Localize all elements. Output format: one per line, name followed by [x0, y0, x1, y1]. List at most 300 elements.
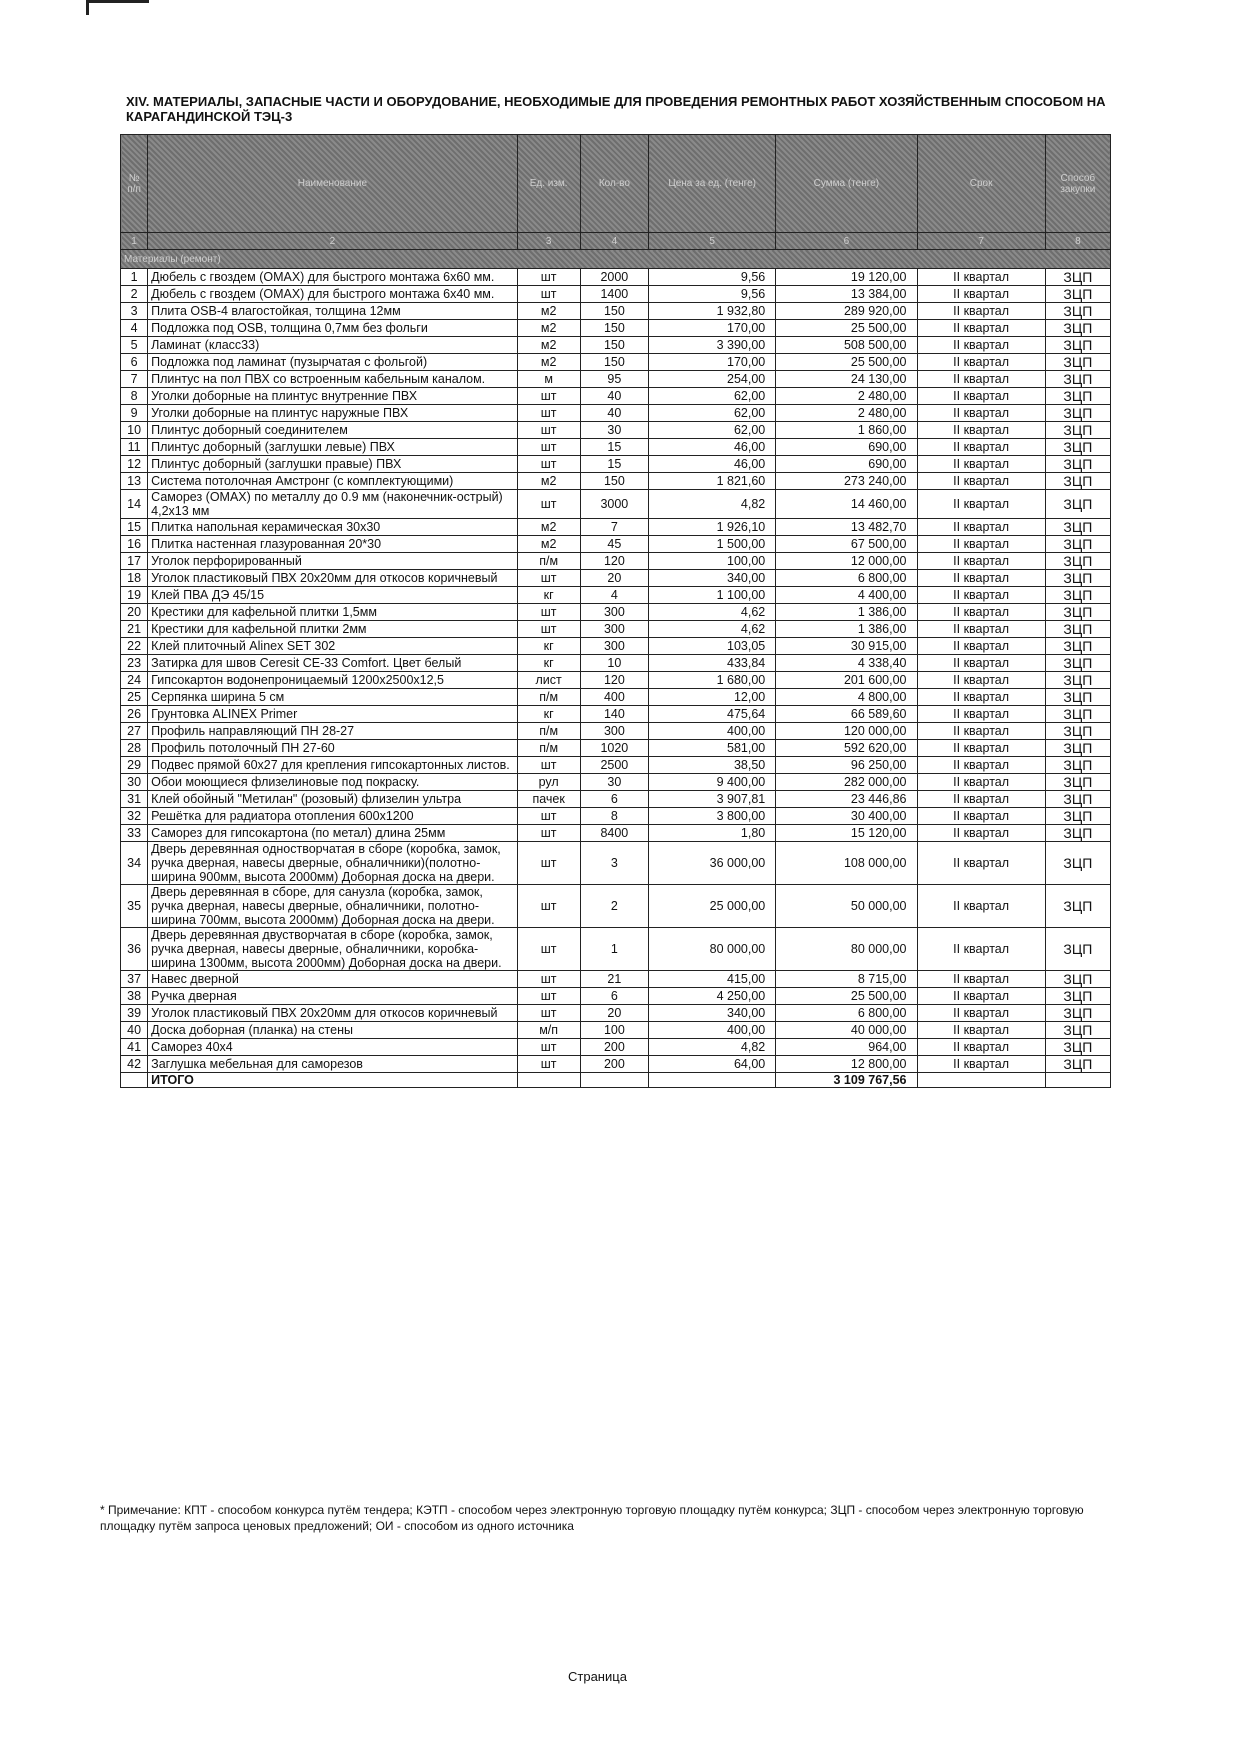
total-sum: 3 109 767,56: [776, 1073, 917, 1088]
row-name: Грунтовка ALINEX Primer: [148, 706, 517, 723]
row-period: II квартал: [917, 303, 1045, 320]
row-unit: шт: [517, 439, 580, 456]
table-row: [121, 723, 1111, 740]
row-price: 3 907,81: [649, 791, 776, 808]
row-method: ЗЦП: [1045, 825, 1110, 842]
row-unit: м/п: [517, 1022, 580, 1039]
row-method: ЗЦП: [1045, 286, 1110, 303]
row-price: 4,62: [649, 621, 776, 638]
row-price: 9 400,00: [649, 774, 776, 791]
table-row: [121, 519, 1111, 536]
row-qty: 95: [580, 371, 648, 388]
row-unit: шт: [517, 808, 580, 825]
row-qty: 100: [580, 1022, 648, 1039]
row-num: 19: [121, 587, 148, 604]
table-row: [121, 1022, 1111, 1039]
row-name: Уголки доборные на плинтус внутренние ПВХ: [148, 388, 517, 405]
row-num: 10: [121, 422, 148, 439]
row-num: 36: [121, 928, 148, 971]
row-num: 38: [121, 988, 148, 1005]
table-row: [121, 842, 1111, 885]
row-name: Крестики для кафельной плитки 1,5мм: [148, 604, 517, 621]
header-index: 6: [776, 233, 917, 250]
table-row: [121, 928, 1111, 971]
row-unit: м2: [517, 519, 580, 536]
table-row: [121, 303, 1111, 320]
row-price: 400,00: [649, 723, 776, 740]
row-method: ЗЦП: [1045, 791, 1110, 808]
row-qty: 200: [580, 1056, 648, 1073]
row-period: II квартал: [917, 842, 1045, 885]
row-price: 80 000,00: [649, 928, 776, 971]
row-num: 34: [121, 842, 148, 885]
row-period: II квартал: [917, 422, 1045, 439]
row-sum: 96 250,00: [776, 757, 917, 774]
row-price: 46,00: [649, 456, 776, 473]
table-header-row: [121, 135, 1111, 233]
row-period: II квартал: [917, 519, 1045, 536]
row-name: Ручка дверная: [148, 988, 517, 1005]
table-row: [121, 757, 1111, 774]
table-row: [121, 439, 1111, 456]
row-method: ЗЦП: [1045, 320, 1110, 337]
row-sum: 25 500,00: [776, 320, 917, 337]
row-num: 31: [121, 791, 148, 808]
row-sum: 50 000,00: [776, 885, 917, 928]
total-period: [917, 1073, 1045, 1088]
row-method: ЗЦП: [1045, 672, 1110, 689]
row-sum: 201 600,00: [776, 672, 917, 689]
row-name: Плитка настенная глазурованная 20*30: [148, 536, 517, 553]
row-method: ЗЦП: [1045, 354, 1110, 371]
header-index: 1: [121, 233, 148, 250]
row-name: Саморез (OMAX) по металлу до 0.9 мм (наконечник-острый) 4,2х13 мм: [148, 490, 517, 519]
row-qty: 40: [580, 405, 648, 422]
row-qty: 300: [580, 723, 648, 740]
row-num: 32: [121, 808, 148, 825]
row-unit: шт: [517, 388, 580, 405]
header-unit: Ед. изм.: [517, 135, 580, 233]
row-qty: 40: [580, 388, 648, 405]
row-price: 254,00: [649, 371, 776, 388]
row-name: Саморез для гипсокартона (по метал) длина 25мм: [148, 825, 517, 842]
row-qty: 150: [580, 354, 648, 371]
header-num: № п/п: [121, 135, 148, 233]
row-period: II квартал: [917, 621, 1045, 638]
row-period: II квартал: [917, 570, 1045, 587]
row-unit: шт: [517, 570, 580, 587]
row-sum: 66 589,60: [776, 706, 917, 723]
row-qty: 120: [580, 672, 648, 689]
row-period: II квартал: [917, 774, 1045, 791]
row-unit: кг: [517, 706, 580, 723]
row-num: 37: [121, 971, 148, 988]
row-sum: 25 500,00: [776, 354, 917, 371]
row-price: 103,05: [649, 638, 776, 655]
row-price: 581,00: [649, 740, 776, 757]
row-method: ЗЦП: [1045, 456, 1110, 473]
table-row: [121, 1039, 1111, 1056]
row-num: 17: [121, 553, 148, 570]
row-unit: м2: [517, 473, 580, 490]
row-name: Крестики для кафельной плитки 2мм: [148, 621, 517, 638]
row-unit: шт: [517, 286, 580, 303]
table-row: [121, 388, 1111, 405]
row-method: ЗЦП: [1045, 928, 1110, 971]
row-qty: 8400: [580, 825, 648, 842]
row-period: II квартал: [917, 638, 1045, 655]
row-period: II квартал: [917, 971, 1045, 988]
row-unit: шт: [517, 825, 580, 842]
row-qty: 300: [580, 604, 648, 621]
row-method: ЗЦП: [1045, 655, 1110, 672]
row-method: ЗЦП: [1045, 842, 1110, 885]
row-qty: 4: [580, 587, 648, 604]
row-name: Доска доборная (планка) на стены: [148, 1022, 517, 1039]
row-num: 8: [121, 388, 148, 405]
row-period: II квартал: [917, 1005, 1045, 1022]
row-price: 170,00: [649, 354, 776, 371]
row-qty: 300: [580, 638, 648, 655]
row-name: Дверь деревянная одностворчатая в сборе (коробка, замок, ручка дверная, навесы дверные, обналичники)(полотно- ширина 900мм, высота 2000мм) Доборная доска на двери.: [148, 842, 517, 885]
total-qty: [580, 1073, 648, 1088]
table-row: [121, 1056, 1111, 1073]
row-period: II квартал: [917, 371, 1045, 388]
row-num: 11: [121, 439, 148, 456]
row-sum: 120 000,00: [776, 723, 917, 740]
header-index: 4: [580, 233, 648, 250]
row-sum: 1 860,00: [776, 422, 917, 439]
row-method: ЗЦП: [1045, 337, 1110, 354]
row-price: 25 000,00: [649, 885, 776, 928]
row-unit: лист: [517, 672, 580, 689]
table-row: [121, 570, 1111, 587]
row-method: ЗЦП: [1045, 553, 1110, 570]
table-header-index-row: [121, 233, 1111, 250]
row-name: Гипсокартон водонепроницаемый 1200х2500х12,5: [148, 672, 517, 689]
row-method: ЗЦП: [1045, 473, 1110, 490]
row-price: 475,64: [649, 706, 776, 723]
row-period: II квартал: [917, 337, 1045, 354]
row-sum: 592 620,00: [776, 740, 917, 757]
row-qty: 200: [580, 1039, 648, 1056]
table-row: [121, 337, 1111, 354]
row-price: 36 000,00: [649, 842, 776, 885]
row-period: II квартал: [917, 490, 1045, 519]
row-price: 400,00: [649, 1022, 776, 1039]
row-num: 12: [121, 456, 148, 473]
row-num: 14: [121, 490, 148, 519]
row-num: 20: [121, 604, 148, 621]
row-qty: 20: [580, 570, 648, 587]
row-unit: шт: [517, 456, 580, 473]
row-unit: шт: [517, 885, 580, 928]
total-row: [121, 1073, 1111, 1088]
row-method: ЗЦП: [1045, 490, 1110, 519]
row-qty: 1: [580, 928, 648, 971]
header-name: Наименование: [148, 135, 517, 233]
header-index: 5: [649, 233, 776, 250]
row-qty: 15: [580, 439, 648, 456]
row-num: 39: [121, 1005, 148, 1022]
header-index: 8: [1045, 233, 1110, 250]
row-method: ЗЦП: [1045, 988, 1110, 1005]
row-name: Серпянка ширина 5 см: [148, 689, 517, 706]
row-method: ЗЦП: [1045, 740, 1110, 757]
row-qty: 1020: [580, 740, 648, 757]
row-method: ЗЦП: [1045, 303, 1110, 320]
row-price: 1 680,00: [649, 672, 776, 689]
row-qty: 150: [580, 473, 648, 490]
row-period: II квартал: [917, 825, 1045, 842]
row-sum: 4 800,00: [776, 689, 917, 706]
row-qty: 15: [580, 456, 648, 473]
row-name: Уголок пластиковый ПВХ 20х20мм для откосов коричневый: [148, 1005, 517, 1022]
header-index: 2: [148, 233, 517, 250]
row-method: ЗЦП: [1045, 971, 1110, 988]
row-method: ЗЦП: [1045, 536, 1110, 553]
row-period: II квартал: [917, 587, 1045, 604]
row-sum: 282 000,00: [776, 774, 917, 791]
row-num: 23: [121, 655, 148, 672]
table-row: [121, 1005, 1111, 1022]
header-index: 3: [517, 233, 580, 250]
row-price: 1 821,60: [649, 473, 776, 490]
row-sum: 4 338,40: [776, 655, 917, 672]
row-period: II квартал: [917, 988, 1045, 1005]
row-method: ЗЦП: [1045, 570, 1110, 587]
row-sum: 19 120,00: [776, 269, 917, 286]
row-sum: 690,00: [776, 456, 917, 473]
row-qty: 150: [580, 337, 648, 354]
corner-mark: [86, 0, 149, 15]
row-num: 13: [121, 473, 148, 490]
row-qty: 8: [580, 808, 648, 825]
row-sum: 24 130,00: [776, 371, 917, 388]
row-name: Клей обойный "Метилан" (розовый) флизелин ультра: [148, 791, 517, 808]
row-num: 25: [121, 689, 148, 706]
table-row: [121, 405, 1111, 422]
row-name: Плинтус доборный (заглушки левые) ПВХ: [148, 439, 517, 456]
section-title: Материалы (ремонт): [121, 250, 1111, 269]
row-sum: 108 000,00: [776, 842, 917, 885]
row-num: 4: [121, 320, 148, 337]
row-price: 1,80: [649, 825, 776, 842]
table-row: [121, 490, 1111, 519]
row-sum: 6 800,00: [776, 1005, 917, 1022]
row-name: Уголок перфорированный: [148, 553, 517, 570]
row-method: ЗЦП: [1045, 519, 1110, 536]
table-row: [121, 971, 1111, 988]
row-name: Дверь деревянная в сборе, для санузла (коробка, замок, ручка дверная, навесы дверные, обналичники, полотно- ширина 700мм, высота 2000мм) Доборная доска на двери.: [148, 885, 517, 928]
row-price: 4 250,00: [649, 988, 776, 1005]
row-price: 1 932,80: [649, 303, 776, 320]
row-name: Уголок пластиковый ПВХ 20х20мм для откосов коричневый: [148, 570, 517, 587]
row-sum: 30 400,00: [776, 808, 917, 825]
row-period: II квартал: [917, 791, 1045, 808]
row-num: 33: [121, 825, 148, 842]
row-price: 46,00: [649, 439, 776, 456]
row-price: 3 390,00: [649, 337, 776, 354]
row-method: ЗЦП: [1045, 885, 1110, 928]
row-name: Решётка для радиатора отопления 600х1200: [148, 808, 517, 825]
row-num: 35: [121, 885, 148, 928]
row-sum: 23 446,86: [776, 791, 917, 808]
row-method: ЗЦП: [1045, 706, 1110, 723]
row-unit: шт: [517, 1005, 580, 1022]
row-sum: 15 120,00: [776, 825, 917, 842]
table-row: [121, 740, 1111, 757]
row-name: Дюбель с гвоздем (OMAX) для быстрого монтажа 6х60 мм.: [148, 269, 517, 286]
row-qty: 6: [580, 791, 648, 808]
row-qty: 150: [580, 303, 648, 320]
row-method: ЗЦП: [1045, 621, 1110, 638]
row-unit: м2: [517, 320, 580, 337]
total-unit: [517, 1073, 580, 1088]
row-num: 16: [121, 536, 148, 553]
row-price: 1 926,10: [649, 519, 776, 536]
row-name: Клей плиточный Alinex SET 302: [148, 638, 517, 655]
row-qty: 10: [580, 655, 648, 672]
row-qty: 150: [580, 320, 648, 337]
row-sum: 30 915,00: [776, 638, 917, 655]
row-sum: 13 482,70: [776, 519, 917, 536]
row-name: Обои моющиеся флизелиновые под покраску.: [148, 774, 517, 791]
row-unit: шт: [517, 604, 580, 621]
page-footer: Страница: [568, 1669, 627, 1684]
row-name: Заглушка мебельная для саморезов: [148, 1056, 517, 1073]
row-period: II квартал: [917, 672, 1045, 689]
row-method: ЗЦП: [1045, 1039, 1110, 1056]
row-qty: 6: [580, 988, 648, 1005]
row-price: 415,00: [649, 971, 776, 988]
row-sum: 289 920,00: [776, 303, 917, 320]
row-method: ЗЦП: [1045, 757, 1110, 774]
row-num: 7: [121, 371, 148, 388]
row-price: 9,56: [649, 269, 776, 286]
row-sum: 1 386,00: [776, 604, 917, 621]
row-name: Профиль направляющий ПН 28-27: [148, 723, 517, 740]
row-method: ЗЦП: [1045, 439, 1110, 456]
row-unit: м2: [517, 337, 580, 354]
table-row: [121, 473, 1111, 490]
row-period: II квартал: [917, 655, 1045, 672]
footnote: * Примечание: КПТ - способом конкурса путём тендера; КЭТП - способом через электронную торговую площадку путём конкурса; ЗЦП - способом через электронную торговую площадку путём запроса ценовых предложений; ОИ - способом из одного источника: [100, 1503, 1084, 1533]
row-num: 15: [121, 519, 148, 536]
row-unit: м2: [517, 354, 580, 371]
row-unit: кг: [517, 587, 580, 604]
row-period: II квартал: [917, 740, 1045, 757]
row-price: 170,00: [649, 320, 776, 337]
row-sum: 14 460,00: [776, 490, 917, 519]
row-unit: шт: [517, 842, 580, 885]
table-row: [121, 553, 1111, 570]
row-num: 9: [121, 405, 148, 422]
table-row: [121, 422, 1111, 439]
table-row: [121, 354, 1111, 371]
row-qty: 3: [580, 842, 648, 885]
row-num: 26: [121, 706, 148, 723]
row-name: Дверь деревянная двустворчатая в сборе (коробка, замок, ручка дверная, навесы дверные, обналичники, коробка- ширина 1300мм, высота 2000мм) Доборная доска на двери.: [148, 928, 517, 971]
row-unit: шт: [517, 971, 580, 988]
row-method: ЗЦП: [1045, 405, 1110, 422]
row-num: 40: [121, 1022, 148, 1039]
row-method: ЗЦП: [1045, 808, 1110, 825]
row-price: 4,82: [649, 490, 776, 519]
row-price: 4,62: [649, 604, 776, 621]
row-unit: шт: [517, 405, 580, 422]
row-unit: п/м: [517, 553, 580, 570]
table-row: [121, 774, 1111, 791]
row-price: 1 100,00: [649, 587, 776, 604]
row-unit: кг: [517, 655, 580, 672]
row-price: 38,50: [649, 757, 776, 774]
row-num: 30: [121, 774, 148, 791]
row-period: II квартал: [917, 456, 1045, 473]
row-qty: 2: [580, 885, 648, 928]
table-row: [121, 885, 1111, 928]
row-sum: 964,00: [776, 1039, 917, 1056]
row-unit: пачек: [517, 791, 580, 808]
row-price: 1 500,00: [649, 536, 776, 553]
row-unit: шт: [517, 757, 580, 774]
row-num: 29: [121, 757, 148, 774]
row-price: 9,56: [649, 286, 776, 303]
row-qty: 30: [580, 422, 648, 439]
row-unit: м: [517, 371, 580, 388]
row-method: ЗЦП: [1045, 1005, 1110, 1022]
row-period: II квартал: [917, 439, 1045, 456]
row-qty: 7: [580, 519, 648, 536]
row-sum: 273 240,00: [776, 473, 917, 490]
row-sum: 25 500,00: [776, 988, 917, 1005]
row-name: Плитка напольная керамическая 30х30: [148, 519, 517, 536]
row-unit: шт: [517, 621, 580, 638]
row-price: 340,00: [649, 570, 776, 587]
row-period: II квартал: [917, 706, 1045, 723]
row-name: Дюбель с гвоздем (OMAX) для быстрого монтажа 6х40 мм.: [148, 286, 517, 303]
row-unit: рул: [517, 774, 580, 791]
row-sum: 508 500,00: [776, 337, 917, 354]
row-qty: 1400: [580, 286, 648, 303]
table-row: [121, 621, 1111, 638]
row-name: Навес дверной: [148, 971, 517, 988]
row-unit: п/м: [517, 689, 580, 706]
row-sum: 2 480,00: [776, 388, 917, 405]
row-method: ЗЦП: [1045, 723, 1110, 740]
row-period: II квартал: [917, 473, 1045, 490]
row-period: II квартал: [917, 928, 1045, 971]
row-num: 41: [121, 1039, 148, 1056]
row-price: 62,00: [649, 388, 776, 405]
table-row: [121, 587, 1111, 604]
row-qty: 300: [580, 621, 648, 638]
row-num: 3: [121, 303, 148, 320]
total-num: [121, 1073, 148, 1088]
row-price: 340,00: [649, 1005, 776, 1022]
row-sum: 12 800,00: [776, 1056, 917, 1073]
table-row: [121, 269, 1111, 286]
total-price: [649, 1073, 776, 1088]
row-period: II квартал: [917, 757, 1045, 774]
row-name: Плинтус доборный соединителем: [148, 422, 517, 439]
row-name: Подложка под ламинат (пузырчатая с фольгой): [148, 354, 517, 371]
header-method: Способ закупки: [1045, 135, 1110, 233]
table-row: [121, 706, 1111, 723]
row-period: II квартал: [917, 388, 1045, 405]
table-row: [121, 320, 1111, 337]
total-method: [1045, 1073, 1110, 1088]
